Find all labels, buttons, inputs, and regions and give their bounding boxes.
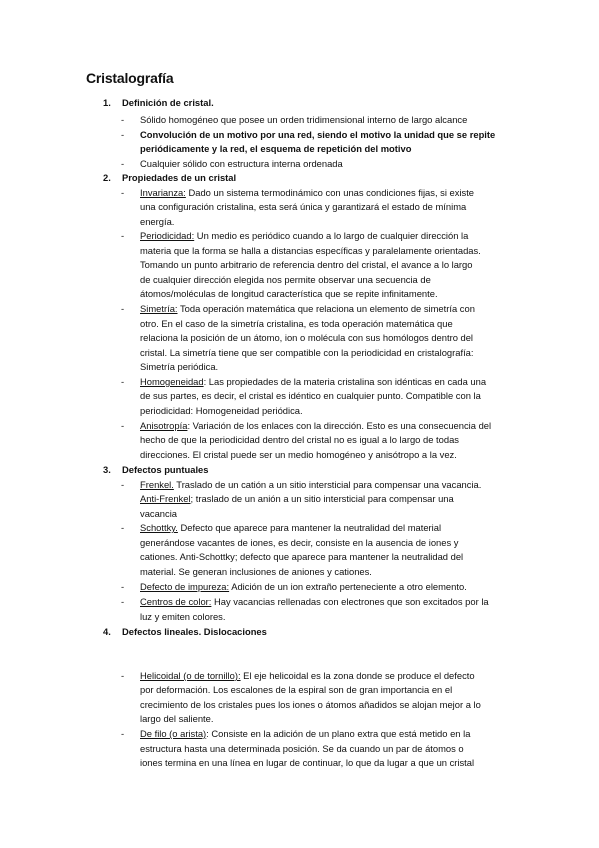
item-line: cationes. Anti-Schottky; defecto que aparece para mantener la neutralidad del [140, 551, 464, 562]
item-text: Hay vacancias rellenadas con electrones que son excitados por la [211, 596, 489, 607]
bullet-dash: - [121, 420, 125, 431]
item-text: : Las propiedades de la materia cristalina son idénticas en cada una [203, 376, 487, 387]
item-line [140, 596, 489, 607]
item-line: Cualquier sólido con estructura interna ordenada [140, 158, 343, 169]
item-line [140, 479, 481, 490]
item-line: crecimiento de los cristales pues los iones o átomos añadidos se alojan mejor a lo [140, 699, 481, 710]
bullet-dash: - [121, 129, 125, 140]
term-label: Anti-Frenkel [140, 493, 191, 504]
item-line [140, 522, 441, 533]
bullet-dash: - [121, 230, 125, 241]
item-line: periodicidad: Homogeneidad periódica. [140, 405, 303, 416]
item-line: iones termina en una línea en lugar de continuar, lo que da lugar a que un cristal [140, 757, 475, 768]
page-title: Cristalografía [86, 70, 174, 86]
item-text: Adición de un ion extraño perteneciente a otro elemento. [229, 581, 467, 592]
bullet-dash: - [121, 596, 125, 607]
item-line: Sólido homogéneo que posee un orden tridimensional interno de largo alcance [140, 114, 468, 125]
item-line: generándose vacantes de iones, es decir, consiste en la ausencia de iones y [140, 537, 459, 548]
bullet-dash: - [121, 728, 125, 739]
term-label: Schottky. [140, 522, 178, 533]
item-line: una configuración cristalina, esta será única y garantizará el estado de mínima [140, 201, 467, 212]
bullet-dash: - [121, 158, 125, 169]
item-line: de sus partes, es decir, el cristal es idéntico en cualquier punto. Compatible con la [140, 390, 481, 401]
item-line: Simetría periódica. [140, 361, 219, 372]
item-line: energía. [140, 216, 175, 227]
item-line: hecho de que la periodicidad dentro del cristal no es igual a lo largo de todas [140, 434, 459, 445]
term-label: Helicoidal (o de tornillo): [140, 670, 241, 681]
item-line [140, 670, 475, 681]
item-line: cristal. La simetría tiene que ser compatible con la periodicidad en cristalografía: [140, 347, 474, 358]
item-text: Traslado de un catión a un sitio intersticial para compensar una vacancia. [173, 479, 482, 490]
item-line [140, 493, 454, 504]
section-2-title: Propiedades de un cristal [122, 172, 237, 183]
term-label: Simetría: [140, 303, 178, 314]
term-label: Frenkel. [140, 479, 174, 490]
item-line [140, 230, 468, 241]
bullet-dash: - [121, 670, 125, 681]
bullet-dash: - [121, 303, 125, 314]
item-line [140, 376, 486, 387]
section-4-title: Defectos lineales. Dislocaciones [122, 626, 267, 637]
item-line [140, 581, 467, 592]
item-line: relaciona la posición de un átomo, ion o molécula con sus homólogos dentro del [140, 332, 474, 343]
item-text: Un medio es periódico cuando a lo largo de cualquier dirección la [194, 230, 469, 241]
item-line: otro. En el caso de la simetría cristalina, es toda operación matemática que [140, 318, 453, 329]
term-label: De filo (o arista) [140, 728, 207, 739]
item-line: vacancia [140, 508, 178, 519]
section-2-number: 2. [103, 172, 111, 183]
item-line: Convolución de un motivo por una red, siendo el motivo la unidad que se repite [140, 129, 496, 140]
item-text: El eje helicoidal es la zona donde se produce el defecto [240, 670, 475, 681]
section-3-title: Defectos puntuales [122, 464, 209, 475]
term-label: Defecto de impureza: [140, 581, 230, 592]
item-text: ; traslado de un anión a un sitio intersticial para compensar una [190, 493, 454, 504]
item-line: estructura hasta una determinada posición. Se da cuando un par de átomos o [140, 743, 464, 754]
item-text: : Variación de los enlaces con la dirección. Esto es una consecuencia del [187, 420, 492, 431]
item-text: Defecto que aparece para mantener la neutralidad del material [177, 522, 442, 533]
section-1-title: Definición de cristal. [122, 97, 214, 108]
term-label: Periodicidad: [140, 230, 195, 241]
item-text: Toda operación matemática que relaciona un elemento de simetría con [177, 303, 475, 314]
item-line [140, 728, 470, 739]
section-4-number: 4. [103, 626, 111, 637]
term-label: Homogeneidad [140, 376, 204, 387]
item-line [140, 187, 474, 198]
item-text: Dado un sistema termodinámico con unas condiciones fijas, si existe [185, 187, 475, 198]
item-line [140, 303, 475, 314]
item-line: de cualquier dirección elegida nos permite observar una secuencia de [140, 274, 431, 285]
item-line [140, 420, 491, 431]
item-line: periódicamente y la red, el esquema de repetición del motivo [140, 143, 412, 154]
term-label: Centros de color: [140, 596, 212, 607]
item-line: direcciones. El cristal puede ser un medio homogéneo y anisótropo a la vez. [140, 449, 457, 460]
section-3-number: 3. [103, 464, 111, 475]
bullet-dash: - [121, 376, 125, 387]
term-label: Invarianza: [140, 187, 186, 198]
item-line: materia que la forma se halla a distancias específicas y paralelamente orientadas. [140, 245, 481, 256]
bullet-dash: - [121, 522, 125, 533]
item-line: largo del saliente. [140, 713, 214, 724]
item-line: luz y emiten colores. [140, 611, 226, 622]
bullet-dash: - [121, 187, 125, 198]
item-text: : Consiste en la adición de un plano extra que está metido en la [206, 728, 471, 739]
item-line: Tomando un punto arbitrario de referencia dentro del cristal, el avance a lo largo [140, 259, 473, 270]
bullet-dash: - [121, 114, 125, 125]
item-line: átomos/moléculas de longitud característica que se repite infinitamente. [140, 288, 438, 299]
section-1-number: 1. [103, 97, 111, 108]
bullet-dash: - [121, 581, 125, 592]
item-line: por deformación. Los escalones de la espiral son de gran importancia en el [140, 684, 453, 695]
item-line: material. Se generan inclusiones de aniones y cationes. [140, 566, 372, 577]
term-label: Anisotropía [140, 420, 188, 431]
bullet-dash: - [121, 479, 125, 490]
